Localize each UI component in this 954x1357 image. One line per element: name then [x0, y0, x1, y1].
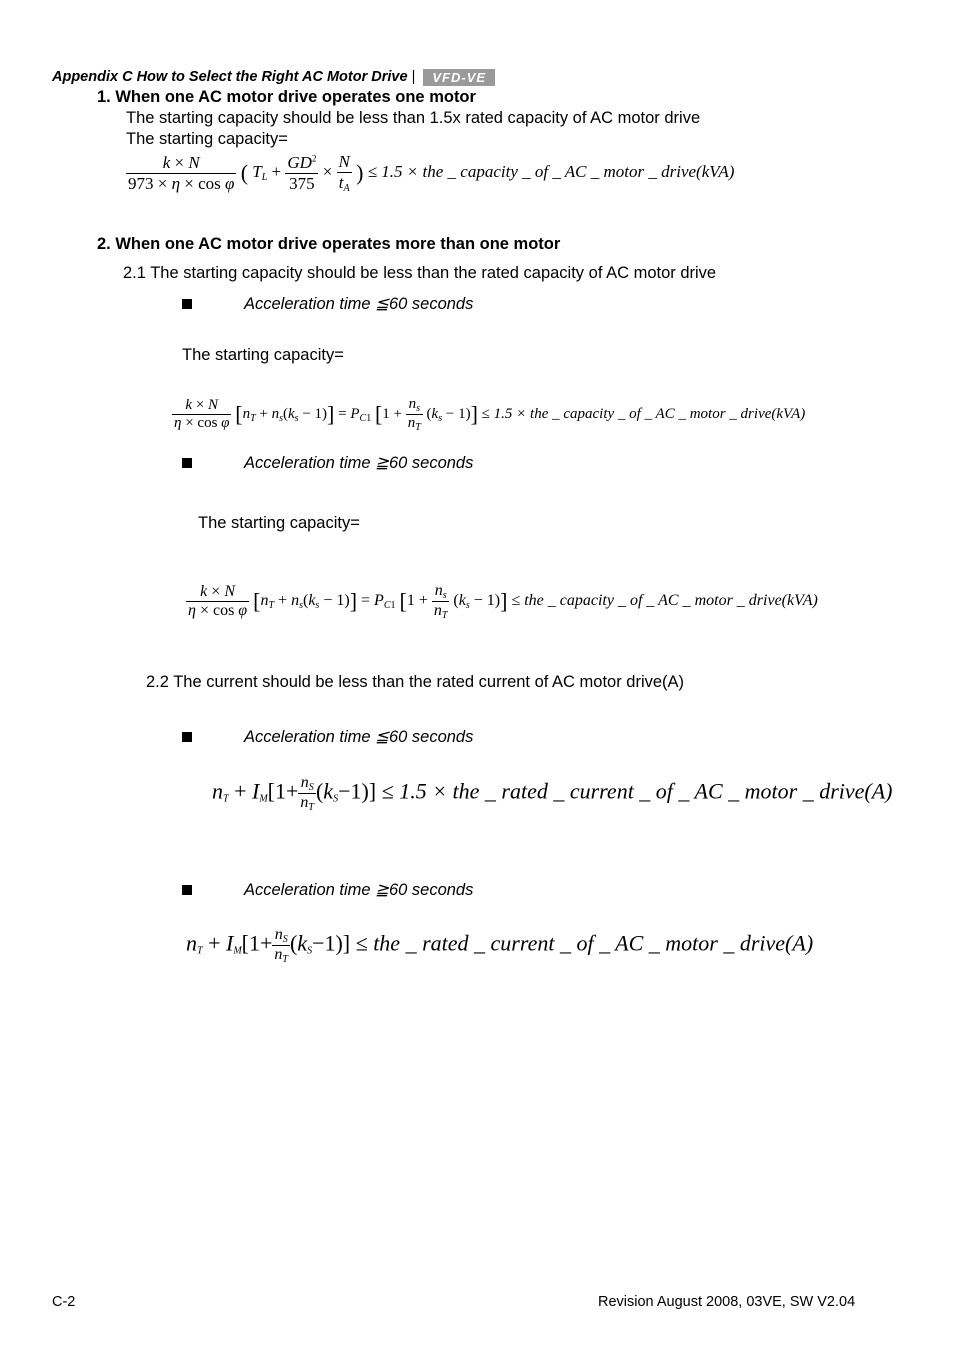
equation-current-short: $n_T + I_M[1+$ $\frac{n_S}{n_T}$ $(k_S-1)] \le 1.5$ × the _ rated _ current _ of _ AC _ motor _ drive(A): [212, 774, 893, 813]
eq3-rhs: ≤ the _ capacity _ of _ AC _ motor _ drive(kVA): [511, 592, 818, 610]
section1-line2: The starting capacity=: [126, 130, 288, 148]
bullet-icon: [182, 885, 192, 895]
revision-info: Revision August 2008, 03VE, SW V2.04: [598, 1294, 856, 1310]
starting-capacity-label-2: The starting capacity=: [198, 514, 360, 532]
bullet-icon: [182, 299, 192, 309]
page-header: [52, 69, 495, 86]
header-title: Appendix C How to Select the Right AC Motor Drive: [52, 69, 408, 85]
section1-heading: 1. When one AC motor drive operates one motor: [97, 88, 476, 106]
eq2-rhs: ≤ 1.5 × the _ capacity _ of _ AC _ motor _ drive(kVA): [481, 405, 806, 422]
header-separator: |: [411, 69, 416, 85]
accel-le-60: Acceleration time ≦60 seconds: [244, 295, 474, 313]
accel-ge-60-current: Acceleration time ≧60 seconds: [244, 881, 474, 899]
accel-le-60-current: Acceleration time ≦60 seconds: [244, 728, 474, 746]
bullet-icon: [182, 732, 192, 742]
bullet-icon: [182, 458, 192, 468]
equation-multi-motor-short: $\frac{k \times N}{\text{η × cos φ}}$ $[n_T + n_s(k_s - 1)] = P_{C1}$ [1 + $\frac{n_s}{n_T}$ $(k_s - 1)] \le 1.5$ × the _ capacity _ of _ AC _ motor _ drive(kVA): [174, 396, 806, 433]
equation-single-motor: $\frac{k \times N}{\text{973 × η × cos φ}}$ ( $T_L$ + $\frac{GD^2}{375}$ × $\frac{N}{t_A}$ ) ≤ 1.5 × the _ capacity _ of _ AC _ motor _ drive(kVA): [128, 152, 735, 194]
accel-ge-60: Acceleration time ≧60 seconds: [244, 454, 474, 472]
section2-heading: 2. When one AC motor drive operates more than one motor: [97, 235, 561, 253]
section2-sub1: 2.1 The starting capacity should be less than the rated capacity of AC motor drive: [123, 264, 717, 282]
section2-sub2: 2.2 The current should be less than the rated current of AC motor drive(A): [146, 673, 685, 691]
eq1-rhs: ≤ 1.5 × the _ capacity _ of _ AC _ motor _ drive(kVA): [367, 161, 735, 181]
equation-current-long: $n_T + I_M[1+$ $\frac{n_S}{n_T}$ $(k_S-1)$] ≤ the _ rated _ current _ of _ AC _ motor _ drive(A): [186, 926, 814, 965]
page-number: C-2: [52, 1294, 76, 1310]
section1-line1: The starting capacity should be less than 1.5x rated capacity of AC motor drive: [126, 109, 701, 127]
eq1-fraction: $\frac{k \times N}{\text{973 × η × cos φ}}$: [128, 152, 235, 193]
eq5-rhs: ≤ the _ rated _ current _ of _ AC _ motor _ drive(A): [355, 930, 814, 956]
brand-logo: VFD-VE: [423, 69, 495, 86]
starting-capacity-label: The starting capacity=: [182, 346, 344, 364]
eq4-rhs: ≤ 1.5 × the _ rated _ current _ of _ AC _ motor _ drive(A): [381, 778, 893, 804]
equation-multi-motor-long: $\frac{k \times N}{\text{η × cos φ}}$ $[n_T + n_s(k_s - 1)] = P_{C1}$ [1 + $\frac{n_s}{n_T}$ $(k_s - 1)$] ≤ the _ capacity _ of _ AC _ motor _ drive(kVA): [188, 582, 818, 621]
